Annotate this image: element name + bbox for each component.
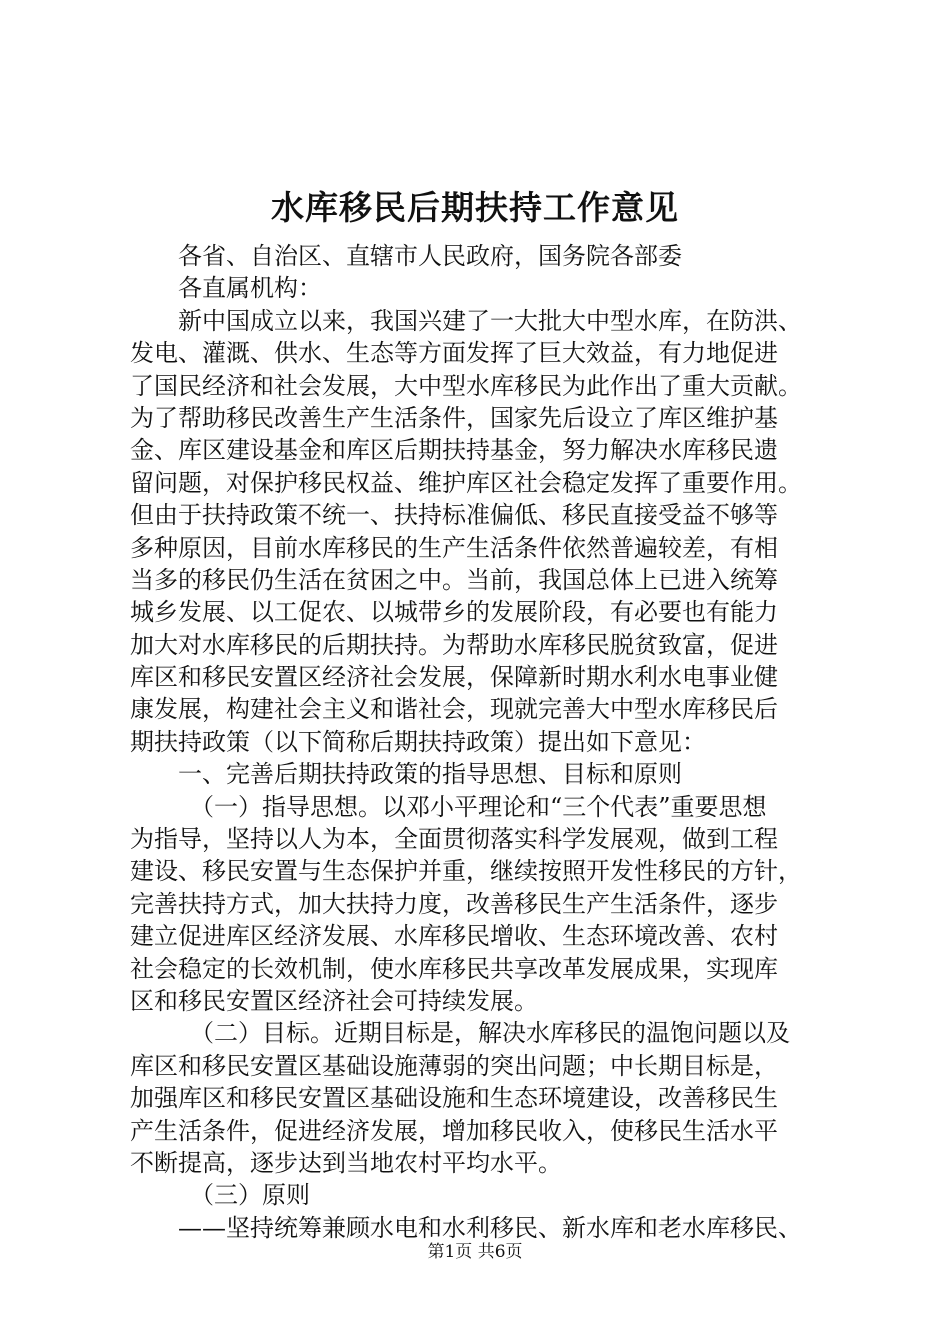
paragraph-line: 建设、移民安置与生态保护并重，继续按照开发性移民的方针， — [130, 857, 802, 886]
page-number-footer: 第1页 共6页 — [427, 1242, 523, 1262]
paragraph-line: 不断提高，逐步达到当地农村平均水平。 — [130, 1148, 562, 1177]
paragraph-line: 留问题，对保护移民权益、维护库区社会稳定发挥了重要作用。 — [130, 468, 802, 497]
paragraph-line: 期扶持政策（以下简称后期扶持政策）提出如下意见： — [130, 727, 706, 756]
paragraph-line: 加强库区和移民安置区基础设施和生态环境建设，改善移民生 — [130, 1084, 778, 1113]
subsection-heading: （三）原则 — [190, 1181, 310, 1210]
paragraph-line: （二）目标。近期目标是，解决水库移民的温饱问题以及 — [190, 1019, 790, 1048]
paragraph-line: 建立促进库区经济发展、水库移民增收、生态环境改善、农村 — [130, 922, 778, 951]
paragraph-line: 当多的移民仍生活在贫困之中。当前，我国总体上已进入统筹 — [130, 565, 778, 594]
paragraph-line: 金、库区建设基金和库区后期扶持基金，努力解决水库移民遗 — [130, 436, 778, 465]
paragraph-line: （一）指导思想。以邓小平理论和“三个代表”重要思想 — [190, 792, 767, 821]
paragraph-line: ——坚持统筹兼顾水电和水利移民、新水库和老水库移民、 — [178, 1213, 802, 1242]
paragraph-line: 了国民经济和社会发展，大中型水库移民为此作出了重大贡献。 — [130, 371, 802, 400]
addressee-line: 各省、自治区、直辖市人民政府，国务院各部委 — [178, 242, 682, 270]
paragraph-line: 区和移民安置区经济社会可持续发展。 — [130, 986, 538, 1015]
paragraph-line: 城乡发展、以工促农、以城带乡的发展阶段，有必要也有能力 — [130, 598, 778, 627]
addressee-line: 各直属机构： — [178, 274, 322, 303]
document-body — [130, 240, 846, 1244]
paragraph-line: 多种原因，目前水库移民的生产生活条件依然普遍较差，有相 — [130, 533, 778, 562]
paragraph-line: 产生活条件，促进经济发展，增加移民收入，使移民生活水平 — [130, 1116, 778, 1145]
paragraph-line: 为指导，坚持以人为本，全面贯彻落实科学发展观，做到工程 — [130, 825, 778, 854]
paragraph-line: 新中国成立以来，我国兴建了一大批大中型水库，在防洪、 — [178, 306, 802, 335]
document-title: 水库移民后期扶持工作意见 — [271, 188, 679, 227]
paragraph-line: 社会稳定的长效机制，使水库移民共享改革发展成果，实现库 — [130, 954, 778, 983]
paragraph-line: 库区和移民安置区经济社会发展，保障新时期水利水电事业健 — [130, 663, 778, 692]
section-heading: 一、完善后期扶持政策的指导思想、目标和原则 — [178, 760, 682, 789]
paragraph-line: 但由于扶持政策不统一、扶持标准偏低、移民直接受益不够等 — [130, 501, 778, 530]
paragraph-line: 加大对水库移民的后期扶持。为帮助水库移民脱贫致富，促进 — [130, 630, 778, 659]
paragraph-line: 康发展，构建社会主义和谐社会，现就完善大中型水库移民后 — [130, 695, 778, 724]
paragraph-line: 完善扶持方式，加大扶持力度，改善移民生产生活条件，逐步 — [130, 889, 778, 918]
paragraph-line: 发电、灌溉、供水、生态等方面发挥了巨大效益，有力地促进 — [130, 339, 778, 368]
paragraph-line: 库区和移民安置区基础设施薄弱的突出问题；中长期目标是， — [130, 1051, 778, 1080]
paragraph-line: 为了帮助移民改善生产生活条件，国家先后设立了库区维护基 — [130, 403, 778, 432]
